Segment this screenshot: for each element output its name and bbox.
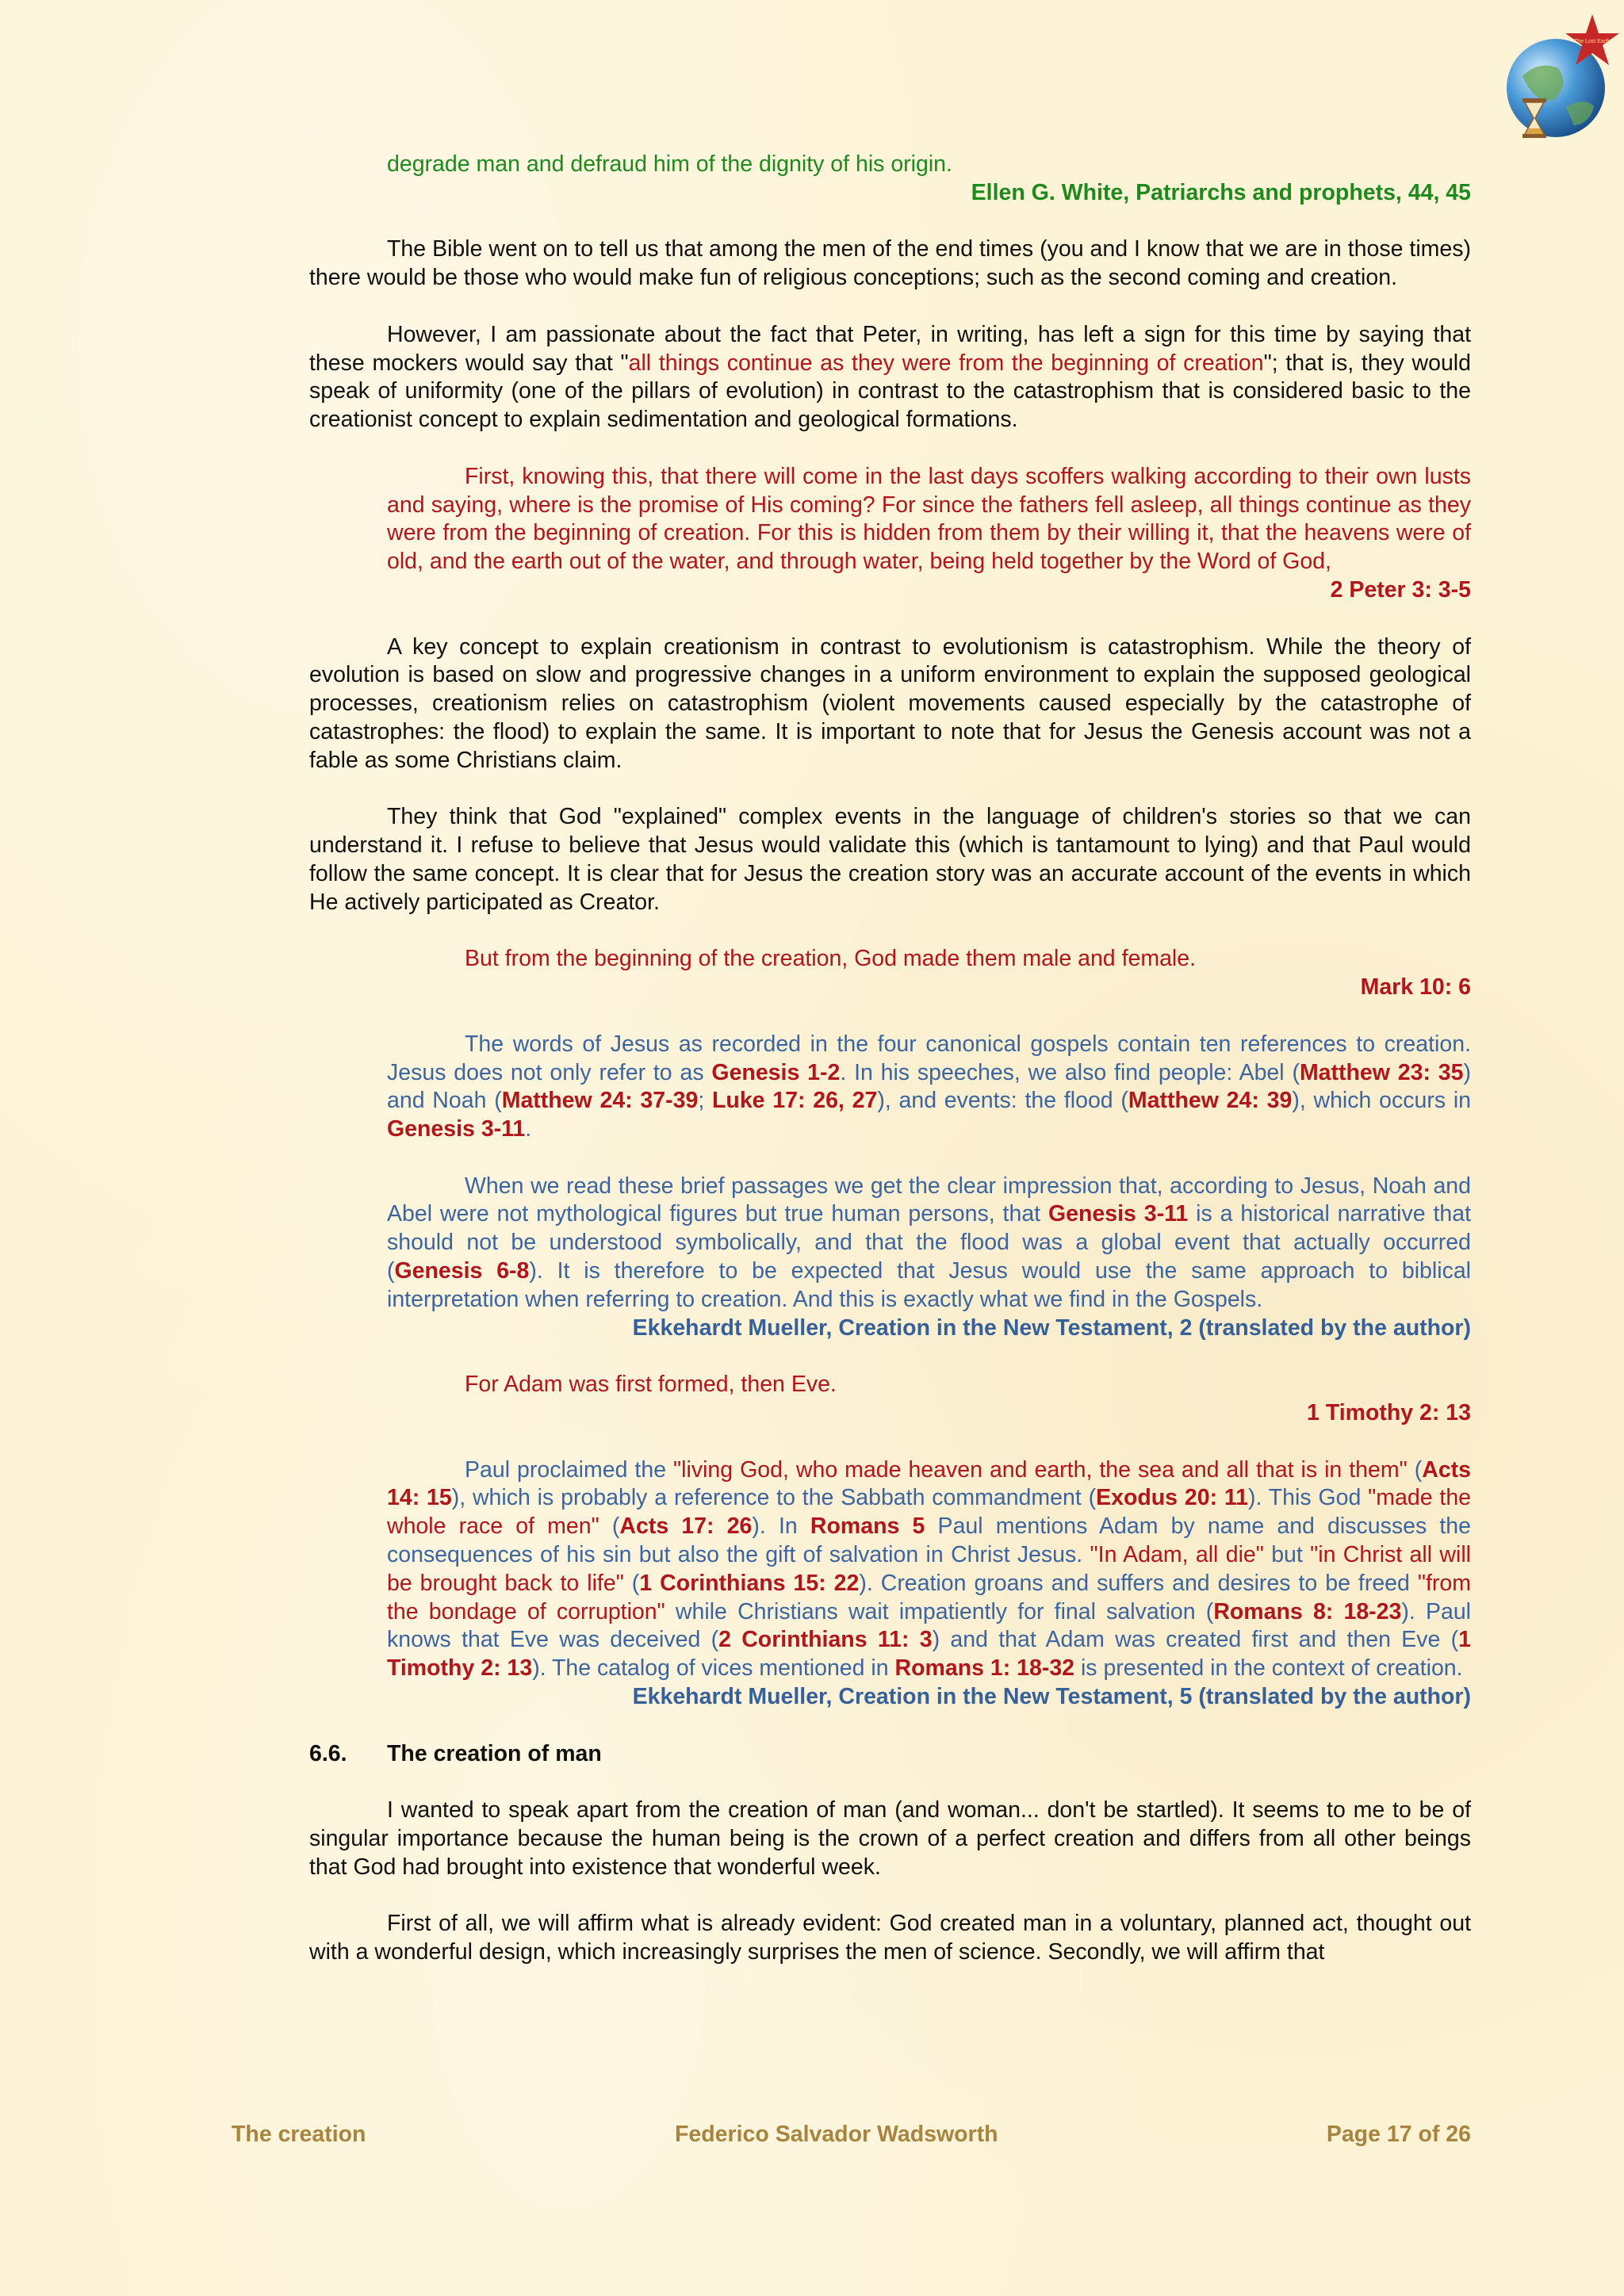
mueller-quote-2 bbox=[309, 1173, 1471, 1343]
inline-quote: "in Christ all will be brought back to life" bbox=[387, 1542, 1471, 1596]
quote-source: 1 Timothy 2: 13 bbox=[1307, 1400, 1471, 1426]
mueller-quote-3 bbox=[309, 1456, 1471, 1712]
globe-hourglass-logo bbox=[1491, 13, 1624, 147]
quote-source: Mark 10: 6 bbox=[1360, 974, 1471, 1001]
bible-reference: Exodus 20: 11 bbox=[1096, 1485, 1249, 1511]
quote-text: Paul proclaimed the "living God, who made heaven and earth, the sea and all that is in them" (Acts 14: 15), which is probably a reference to the Sabbath commandment (Exodus 20: 11). This God "made the whole race of men" (Acts 17: 26). In Romans 5 Paul mentions Adam by name and discusses the consequences of his sin but also the gift of salvation in Christ Jesus. "In Adam, all die" but "in Christ all will be brought back to life" (1 Corinthians 15: 22). Creation groans and suffers and desires to be freed "from the bondage of corruption" while Christians wait impatiently for final salvation (Romans 8: 18-23). Paul knows that Eve was deceived (2 Corinthians 11: 3) and that Adam was created first and then Eve (1 Timothy 2: 13). The catalog of vices mentioned in Romans 1: 18-32 is presented in the context of creation. bbox=[387, 1456, 1472, 1682]
bible-reference: Acts 14: 15 bbox=[387, 1456, 1472, 1511]
quote-source: Ekkehardt Mueller, Creation in the New Testament, 5 (translated by the author) bbox=[632, 1684, 1471, 1710]
bible-reference: Romans 1: 18-32 bbox=[894, 1655, 1075, 1682]
paragraph: First of all, we will affirm what is already evident: God created man in a voluntary, planned act, thought out with a wonderful design, which increasingly surprises the men of science. Secondly, we will affirm that bbox=[309, 1911, 1471, 1965]
inline-quote: "from the bondage of corruption" bbox=[387, 1570, 1471, 1624]
footer-page-number: Page 17 of 26 bbox=[1326, 2122, 1471, 2147]
paragraph: They think that God "explained" complex events in the language of children's stories so that we can understand it. I refuse to believe that Jesus would validate this (which is tantamount to lying) and that Paul would follow the same concept. It is clear that for Jesus the creation story was an accurate account of the events in which He actively participated as Creator. bbox=[309, 804, 1471, 915]
section-heading bbox=[309, 1740, 1471, 1769]
paragraph: The Bible went on to tell us that among the men of the end times (you and I know that we are in those times) there would be those who would make fun of religious conceptions; such as the second coming and creation. bbox=[309, 236, 1471, 291]
section-title: The creation of man bbox=[387, 1740, 602, 1766]
quote-text: For Adam was first formed, then Eve. bbox=[465, 1372, 837, 1398]
bible-reference: Matthew 24: 37-39 bbox=[501, 1088, 699, 1114]
bible-reference: Luke 17: 26, 27 bbox=[712, 1088, 878, 1114]
bible-reference: Matthew 24: 39 bbox=[1128, 1088, 1293, 1114]
inline-quote: "living God, who made heaven and earth, the sea and all that is in them" bbox=[673, 1456, 1408, 1483]
inline-quote: "In Adam, all die" bbox=[1090, 1542, 1264, 1568]
quote-text: But from the beginning of the creation, God made them male and female. bbox=[465, 946, 1197, 972]
paragraph: However, I am passionate about the fact that Peter, in writing, has left a sign for this time by saying that these mockers would say that "all things continue as they were from the beginning of creation"; that is, they would speak of uniformity (one of the pillars of evolution) in contrast to the catastrophism that is considered basic to the creationist concept to explain sedimentation and geological formations. bbox=[309, 321, 1471, 433]
footer-title: The creation bbox=[232, 2122, 366, 2147]
quote-text: degrade man and defraud him of the dignity of his origin. bbox=[387, 151, 952, 177]
bible-reference: Genesis 6-8 bbox=[394, 1258, 530, 1284]
timothy-quote bbox=[309, 1371, 1471, 1428]
bible-reference: Romans 5 bbox=[810, 1513, 925, 1540]
bible-reference: 2 Corinthians 11: 3 bbox=[718, 1627, 933, 1653]
bible-reference: Acts 17: 26 bbox=[619, 1513, 753, 1540]
footer-author: Federico Salvador Wadsworth bbox=[675, 2122, 998, 2147]
bible-reference: Genesis 1-2 bbox=[711, 1059, 841, 1085]
bible-reference: Genesis 3-11 bbox=[1048, 1201, 1189, 1227]
bible-reference: 1 Corinthians 15: 22 bbox=[639, 1570, 860, 1596]
section-number: 6.6. bbox=[309, 1740, 347, 1766]
quote-text: When we read these brief passages we get the clear impression that, according to Jesus, Noah and Abel were not mythological figures but true human persons, that Genesis 3-11 is a historical narrative that should not be understood symbolically, and that the flood was a global event that actually occurred (Genesis 6-8). It is therefore to be expected that Jesus would use the same approach to biblical interpretation when referring to creation. And this is exactly what we find in the Gospels. bbox=[387, 1173, 1471, 1312]
bible-reference: Romans 8: 18-23 bbox=[1213, 1598, 1402, 1624]
inline-quote: "made the whole race of men" bbox=[387, 1485, 1472, 1540]
inline-quote: all things continue as they were from the beginning of creation bbox=[628, 350, 1264, 376]
mueller-quote-1: The words of Jesus as recorded in the four canonical gospels contain ten references to creation. Jesus does not only refer to as Genesis 1-2. In his speeches, we also find people: Abel (Matthew 23: 35) and Noah (Matthew 24: 37-39; Luke 17: 26, 27), and events: the flood (Matthew 24: 39), which occurs in Genesis 3-11. bbox=[387, 1031, 1472, 1142]
bible-reference: 1 Timothy 2: 13 bbox=[387, 1627, 1471, 1682]
quote-source: Ellen G. White, Patriarchs and prophets, 44, 45 bbox=[971, 179, 1471, 205]
paragraph: I wanted to speak apart from the creation of man (and woman... don't be startled). It seems to me to be of singular importance because the human being is the crown of a perfect creation and differs from all other beings that God had brought into existence that wonderful week. bbox=[309, 1797, 1471, 1880]
paragraph: A key concept to explain creationism in contrast to evolutionism is catastrophism. While the theory of evolution is based on slow and progressive changes in a uniform environment to explain the supposed geological processes, creationism relies on catastrophism (violent movements caused especially by the catastrophe of catastrophes: the flood) to explain the same. It is important to note that for Jesus the Genesis account was not a fable as some Christians claim. bbox=[309, 633, 1471, 773]
ellen-white-quote bbox=[309, 151, 1471, 208]
quote-source: Ekkehardt Mueller, Creation in the New Testament, 2 (translated by the author) bbox=[632, 1314, 1471, 1341]
quote-source: 2 Peter 3: 3-5 bbox=[1330, 576, 1471, 603]
bible-reference: Genesis 3-11 bbox=[387, 1116, 526, 1142]
mark-quote bbox=[309, 945, 1471, 1002]
bible-reference: Matthew 23: 35 bbox=[1299, 1059, 1464, 1085]
peter-quote bbox=[309, 463, 1471, 605]
page-content bbox=[309, 151, 1471, 1967]
logo-text: The Lost Earth bbox=[1574, 39, 1611, 44]
quote-text: First, knowing this, that there will come in the last days scoffers walking according to their own lusts and saying, where is the promise of His coming? For since the fathers fell asleep, all things continue as they were from the beginning of creation. For this is hidden from them by their willing it, that the heavens were of old, and the earth out of the water, and through water, being held together by the Word of God, bbox=[387, 463, 1471, 575]
